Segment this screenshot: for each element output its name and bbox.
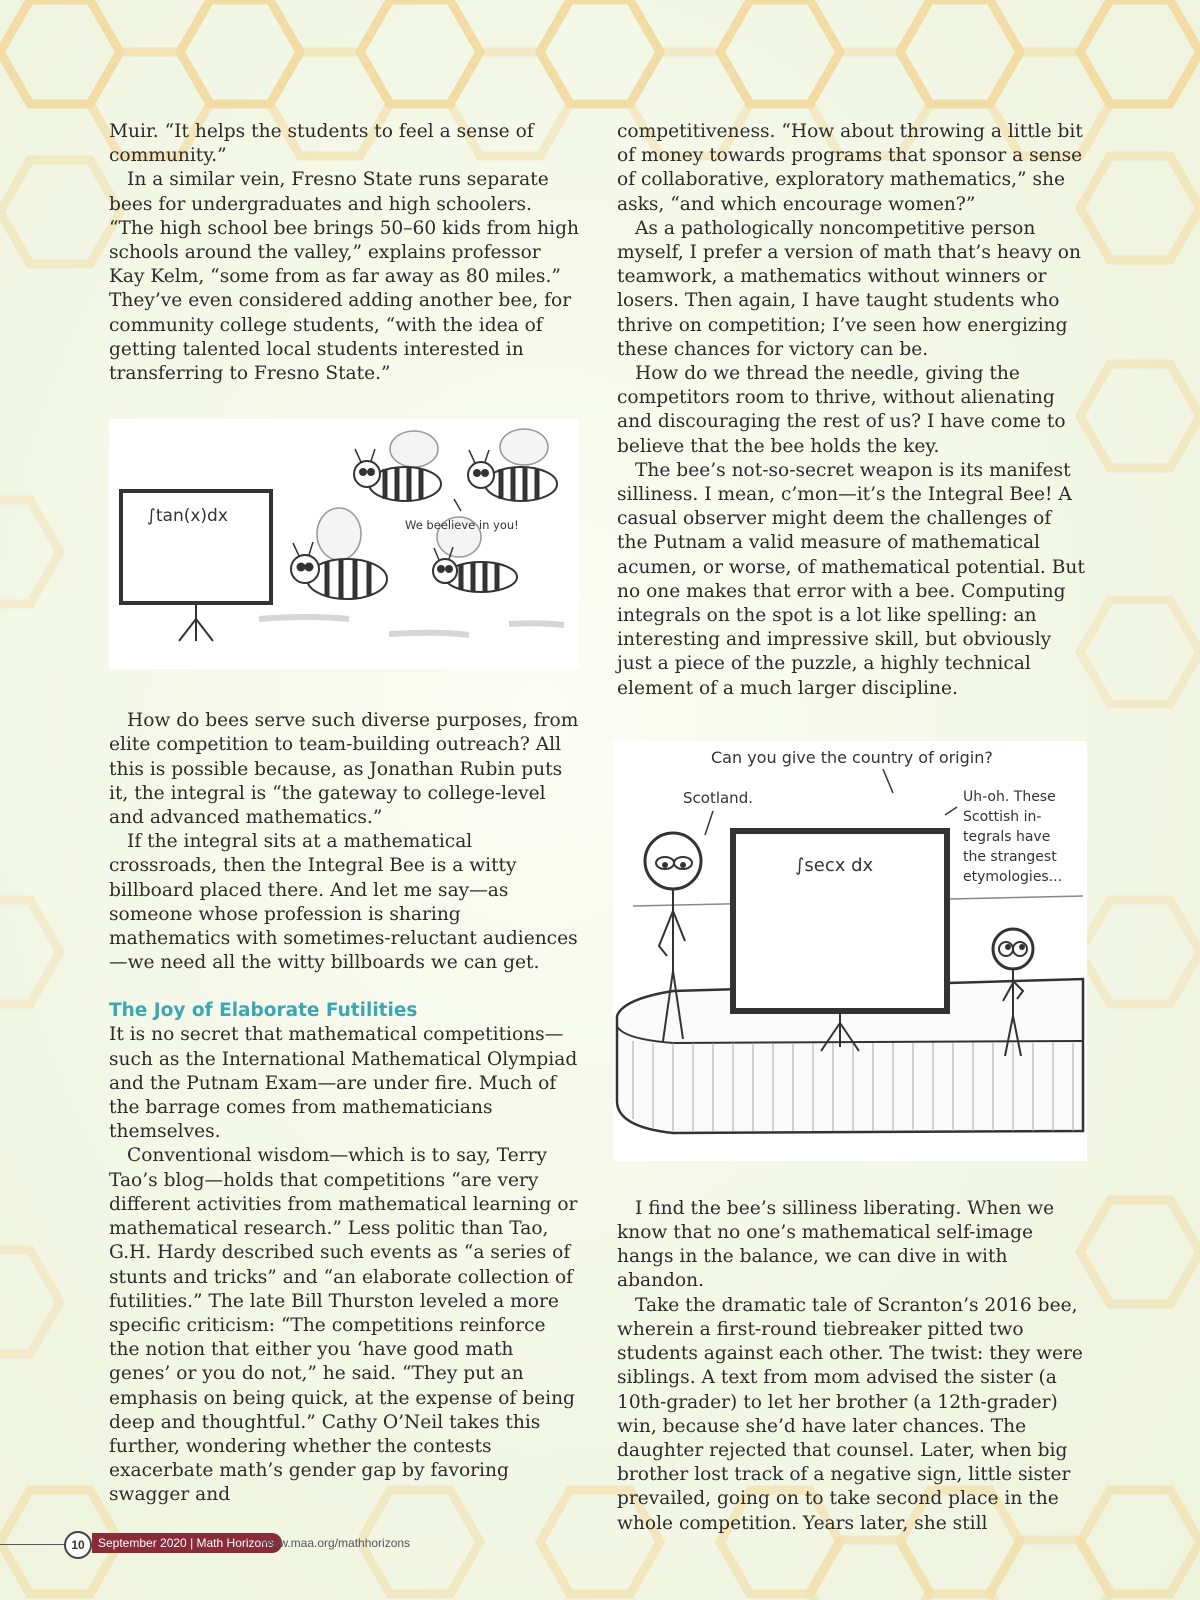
bee-icon xyxy=(468,429,557,501)
caption-question-text: Can you give the country of origin? xyxy=(711,747,993,767)
paragraph: How do we thread the needle, giving the competitors room to thrive, without alienating and discouraging the rest of us? I have come to believe that the bee holds the key. xyxy=(617,363,1066,457)
speech-line: Uh-oh. These xyxy=(963,788,1056,805)
section-heading: The Joy of Elaborate Futilities xyxy=(109,1000,418,1022)
board-integral-text: ∫secx dx xyxy=(795,854,874,876)
paragraph: In a similar vein, Fresno State runs separate bees for undergraduates and high schoolers. “The high school bee brings 50–60 kids from high schools around the valley,” explains professor Kay Kelm, “some from as far away as 80 miles.” They’ve even considered adding another bee, for community college students, “with the idea of getting talented local students interested in transferring to Fresno State.” xyxy=(109,169,579,385)
paragraph: If the integral sits at a mathematical crossroads, then the Integral Bee is a witty billboard placed there. And let me say—as someone whose profession is sharing mathematics with sometimes-reluctant audiences—we need all the witty billboards we can get. xyxy=(109,831,578,974)
speech-scotland-text: Scotland. xyxy=(683,788,753,807)
speech-line: etymologies... xyxy=(963,868,1063,885)
bee-speech-text: We beelieve in you! xyxy=(405,518,519,533)
paragraph: I find the bee’s silliness liberating. When we know that no one’s mathematical self-image hangs in the balance, we can dive in with abandon. xyxy=(617,1197,1055,1292)
bee-cartoon-illustration xyxy=(109,419,579,669)
board-integral-text: ∫tan(x)dx xyxy=(147,506,228,527)
speech-line: the strangest xyxy=(963,848,1057,865)
paragraph: Conventional wisdom—which is to say, Terry Tao’s blog—holds that competitions “are very different activities from mathematical learning or mathematical research.” Less politic than Tao, G.H. Hardy described such events as “a series of stunts and tricks” and “an elaborate collection of futilities.” The late Bill Thurston leveled a more specific criticism: “The competitions reinforce the notion that either you ‘have good math genes’ or you do not,” he said. “They put an emphasis on being quick, at the expense of being deep and thoughtful.” Cathy O’Neil takes this further, wondering whether the contests exacerbate math’s gender gap by favoring swagger and xyxy=(109,1145,578,1506)
paragraph: Muir. “It helps the students to feel a sense of community.” xyxy=(109,121,534,167)
issue-label: September 2020 | Math Horizons xyxy=(92,1533,282,1553)
stage-cartoon-illustration xyxy=(613,741,1087,1161)
paragraph: How do bees serve such diverse purposes, from elite competition to team-building outreach? All this is possible because, as Jonathan Rubin puts it, the integral is “the gateway to college-level and advanced mathematics.” xyxy=(109,710,579,829)
speech-line: tegrals have xyxy=(963,828,1051,845)
page-number: 10 xyxy=(64,1531,92,1559)
paragraph: competitiveness. “How about throwing a little bit of money towards programs that sponsor a sense of collaborative, exploratory mathematics,” she asks, “and which encourage women?” xyxy=(617,121,1083,215)
paragraph: The bee’s not-so-secret weapon is its manifest silliness. I mean, c’mon—it’s the Integral Bee! A casual observer might deem the challenges of the Putnam a valid measure of mathematical acumen, or worse, of mathematical potential. But no one makes that error with a bee. Computing integrals on the spot is a lot like spelling: an interesting and impressive skill, but obviously just a piece of the puzzle, a highly technical element of a much larger discipline. xyxy=(617,459,1085,699)
paragraph: Take the dramatic tale of Scranton’s 2016 bee, wherein a first-round tiebreaker pitted two students against each other. The twist: they were siblings. A text from mom advised the sister (a 10th-grader) to let her brother (a 12th-grader) win, because she’d have later chances. The daughter rejected that counsel. Later, when big brother lost track of a negative sign, little sister prevailed, going on to take second place in the whole competition. Years later, she still xyxy=(617,1294,1083,1534)
paragraph: As a pathologically noncompetitive person myself, I prefer a version of math that’s heavy on teamwork, a mathematics without winners or losers. Then again, I have taught students who thrive on competition; I’ve seen how energizing these chances for victory can be. xyxy=(617,217,1081,360)
page-footer xyxy=(0,1530,460,1558)
left-column xyxy=(109,120,579,1508)
bee-icon xyxy=(291,508,387,599)
footer-rule xyxy=(0,1544,66,1545)
speech-line: Scottish in- xyxy=(963,808,1042,825)
paragraph: It is no secret that mathematical competitions—such as the International Mathematical Olympiad and the Putnam Exam—are under fire. Much of the barrage comes from mathematicians themselves. xyxy=(109,1024,578,1143)
bee-icon xyxy=(354,431,441,501)
right-column xyxy=(617,120,1087,1536)
footer-url[interactable]: www.maa.org/mathhorizons xyxy=(262,1536,411,1550)
